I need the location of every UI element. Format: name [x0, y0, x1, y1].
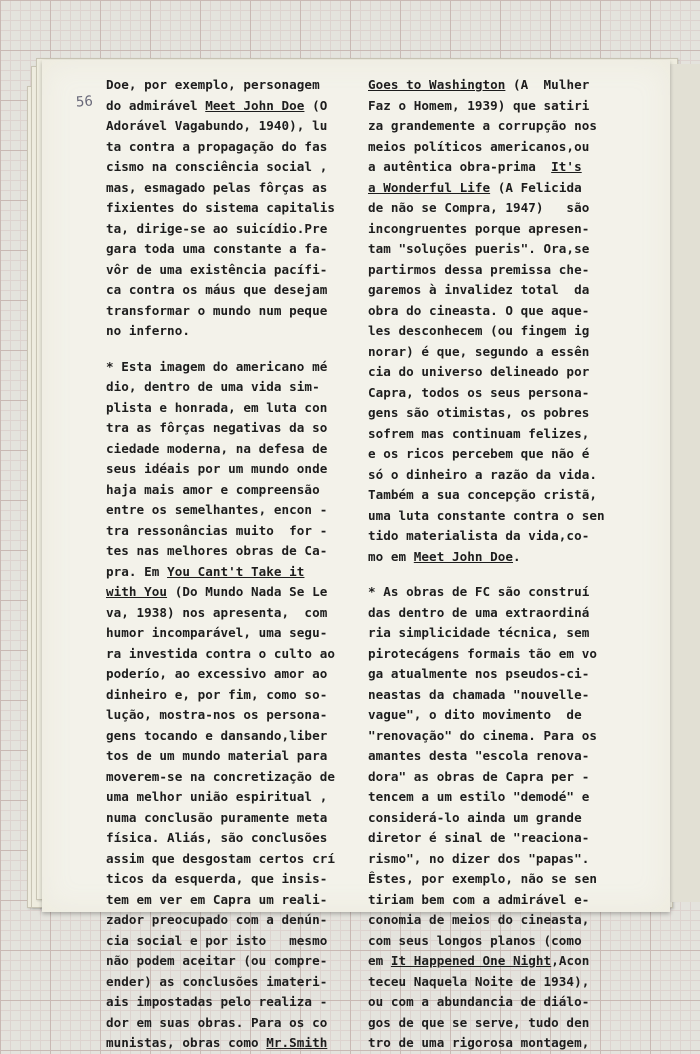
text-line: vague", o dito movimento de: [368, 707, 582, 722]
text-line: teceu Naquela Noite de 1934),: [368, 973, 590, 989]
text-line: ta, dirige-se ao suicídio.Pre: [106, 220, 328, 236]
text-line: não podem aceitar (ou compre-: [106, 953, 328, 968]
text-line: obra do cineasta. O que aque-: [368, 302, 590, 318]
text-line: rismo", no dizer dos "papas".: [368, 850, 590, 866]
text-line: poderío, ao excessivo amor ao: [106, 666, 328, 681]
text-line: moverem-se na concretização de: [106, 768, 335, 784]
text-line: neastas da chamada "nouvelle-: [368, 686, 590, 702]
text-line: cismo na consciência social ,: [106, 159, 328, 174]
text-line: com seus longos planos (como: [368, 932, 582, 948]
text-line: numa conclusão puramente meta: [106, 809, 328, 825]
text-line: considerá-lo ainda um grande: [368, 809, 582, 825]
text-line: mo em Meet John Doe.: [368, 548, 521, 564]
text-line: transformar o mundo num peque: [106, 302, 328, 318]
text-line: dinheiro e, por fim, como so-: [106, 686, 328, 702]
text-line: pra. Em You Cant't Take it: [106, 563, 305, 579]
text-line: partirmos dessa premissa che-: [368, 261, 590, 277]
text-line: with You (Do Mundo Nada Se Le: [106, 584, 328, 599]
text-line: entre os semelhantes, encon -: [106, 502, 328, 517]
text-line: tido materialista da vida,co-: [368, 528, 590, 543]
text-line: tro de uma rigorosa montagem,: [368, 1035, 590, 1050]
right-text-column: [368, 75, 623, 1054]
text-line: fixientes do sistema capitalis: [106, 200, 335, 215]
text-line: ou com a abundancia de diálo-: [368, 994, 590, 1009]
text-line: Êstes, por exemplo, não se sen: [368, 871, 597, 886]
text-line: mas, esmagado pelas fôrças as: [106, 179, 328, 195]
text-line: tos de um mundo material para: [106, 748, 328, 763]
text-line: Adorável Vagabundo, 1940), lu: [106, 118, 328, 133]
text-line: haja mais amor e compreensão: [106, 481, 320, 497]
text-line: uma melhor união espiritual ,: [106, 789, 328, 804]
text-line: em It Happened One Night,Acon: [368, 953, 590, 968]
text-line: * As obras de FC são construí: [368, 584, 590, 599]
text-line: uma luta constante contra o sen: [368, 507, 605, 523]
text-line: vôr de uma existência pacífi-: [106, 261, 328, 277]
text-line: dora" as obras de Capra per -: [368, 768, 590, 784]
text-line: gos de que se serve, tudo den: [368, 1014, 590, 1030]
page-number: 56: [75, 93, 94, 111]
text-line: do admirável Meet John Doe (O: [106, 97, 328, 113]
text-line: Goes to Washington (A Mulher: [368, 77, 590, 92]
text-line: Doe, por exemplo, personagem: [106, 77, 320, 92]
text-line: tra as fôrças negativas da so: [106, 420, 328, 435]
text-line: conomia de meios do cineasta,: [368, 912, 590, 927]
text-line: va, 1938) nos apresenta, com: [106, 604, 328, 620]
text-line: meios políticos americanos,ou: [368, 138, 590, 154]
text-line: humor incomparável, uma segu-: [106, 625, 328, 640]
text-line: diretor é sinal de "reaciona-: [368, 830, 590, 845]
text-line: a autêntica obra-prima It's: [368, 159, 582, 174]
text-line: lução, mostra-nos os persona-: [106, 707, 328, 722]
text-line: cia social e por isto mesmo: [106, 932, 328, 948]
text-line: Capra, todos os seus persona-: [368, 384, 590, 400]
text-line: tam "soluções pueris". Ora,se: [368, 241, 590, 256]
text-line: tra ressonâncias muito for -: [106, 522, 328, 538]
paragraph-gap: [106, 342, 354, 357]
text-line: no inferno.: [106, 323, 190, 338]
left-text-column: [106, 75, 354, 1054]
text-line: ta contra a propagação do fas: [106, 138, 328, 154]
text-line: de não se Compra, 1947) são: [368, 200, 590, 215]
text-line: Faz o Homem, 1939) que satiri: [368, 97, 590, 113]
text-line: ria simplicidade técnica, sem: [368, 625, 590, 640]
text-line: za grandemente a corrupção nos: [368, 118, 597, 133]
text-line: * Esta imagem do americano mé: [106, 358, 328, 374]
text-line: e os ricos percebem que não é: [368, 446, 590, 461]
paragraph-gap: [368, 567, 623, 582]
text-line: amantes desta "escola renova-: [368, 748, 590, 763]
text-line: ticos da esquerda, que insis-: [106, 871, 328, 886]
text-line: dio, dentro de uma vida sim-: [106, 379, 320, 394]
text-line: assim que desgostam certos crí: [106, 850, 335, 866]
text-line: norar) é que, segundo a essên: [368, 343, 590, 359]
text-line: les desconhecem (ou fingem ig: [368, 323, 590, 338]
text-line: incongruentes porque apresen-: [368, 220, 590, 236]
text-line: a Wonderful Life (A Felicida: [368, 179, 582, 195]
text-line: "renovação" do cinema. Para os: [368, 727, 597, 743]
text-line: sofrem mas continuam felizes,: [368, 425, 590, 441]
text-line: tem em ver em Capra um reali-: [106, 891, 328, 907]
text-line: Também a sua concepção cristã,: [368, 487, 597, 502]
text-line: dor em suas obras. Para os co: [106, 1014, 328, 1030]
text-line: ra investida contra o culto ao: [106, 645, 335, 661]
text-line: pirotecágens formais tão em vo: [368, 645, 597, 661]
text-line: seus idéais por um mundo onde: [106, 461, 328, 476]
text-line: munistas, obras como Mr.Smith: [106, 1035, 328, 1050]
text-line: ender) as conclusões imateri-: [106, 973, 328, 989]
text-line: garemos à invalidez total da: [368, 282, 590, 297]
text-line: plista e honrada, em luta con: [106, 399, 328, 415]
text-line: tiriam bem com a admirável e-: [368, 891, 590, 907]
text-line: ciedade moderna, na defesa de: [106, 440, 328, 456]
text-line: gens tocando e dansando,liber: [106, 727, 328, 743]
text-line: ga atualmente nos pseudos-ci-: [368, 666, 590, 681]
text-line: só o dinheiro a razão da vida.: [368, 466, 597, 482]
text-line: ca contra os máus que desejam: [106, 282, 328, 297]
text-line: gara toda uma constante a fa-: [106, 241, 328, 256]
text-line: ais impostadas pelo realiza -: [106, 994, 328, 1009]
text-line: zador preocupado com a denún-: [106, 912, 328, 927]
text-line: das dentro de uma extraordiná: [368, 604, 590, 620]
text-line: tencem a um estilo "demodé" e: [368, 789, 590, 804]
text-line: gens são otimistas, os pobres: [368, 405, 590, 420]
text-line: física. Aliás, são conclusões: [106, 830, 328, 845]
text-line: cia do universo delineado por: [368, 364, 590, 379]
text-line: tes nas melhores obras de Ca-: [106, 543, 328, 558]
